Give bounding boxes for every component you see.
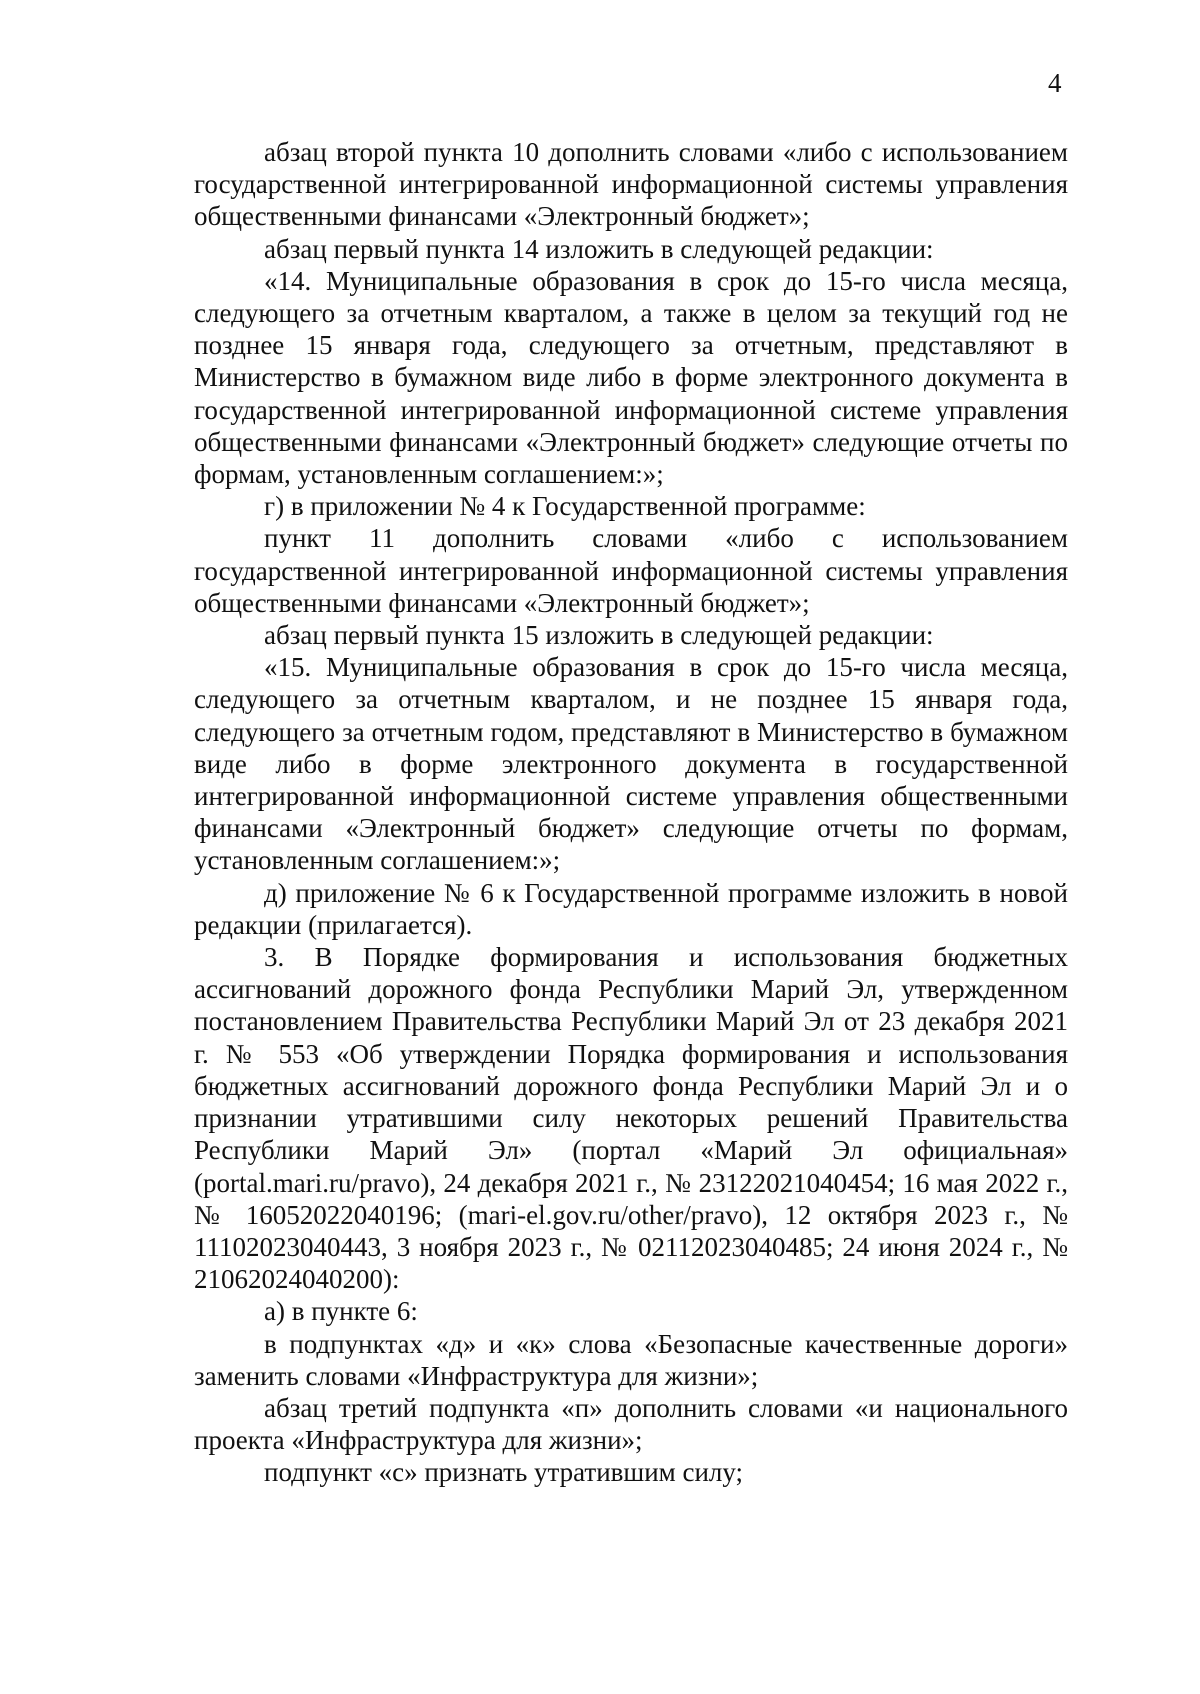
paragraph-subitem-s: подпункт «с» признать утратившим силу; [264,1457,744,1488]
paragraph-item-14-intro: абзац первый пункта 14 изложить в следующей редакции: [264,233,934,264]
paragraph-item-14-text: «14. Муниципальные образования в срок до 15-го числа месяца, следующего за отчетным кварталом, а также в целом за текущий год не позднее 15 января года, следующего за отчетным, представляют в Министерство в бумажном виде либо в форме электронного документа в государственной интегрированной информационной системе управления общественными финансами «Электронный бюджет» следующие отчеты по формам, установленным соглашением:»; [194,265,1068,490]
paragraph-subitem-p: абзац третий подпункта «п» дополнить словами «и национального проекта «Инфраструктура для жизни»; [194,1392,1068,1456]
paragraph-amend-item-11: пункт 11 дополнить словами «либо с использованием государственной интегрированной информационной системы управления общественными финансами «Электронный бюджет»; [194,523,1068,618]
paragraph-amend-item-10: абзац второй пункта 10 дополнить словами «либо с использованием государственной интегрированной информационной системы управления общественными финансами «Электронный бюджет»; [194,137,1068,232]
paragraph-subitems-d-k: в подпунктах «д» и «к» слова «Безопасные качественные дороги» заменить словами «Инфраструктура для жизни»; [194,1328,1068,1391]
paragraph-item-6-heading: а) в пункте 6: [264,1296,418,1327]
paragraph-road-fund-order: 3. В Порядке формирования и использования бюджетных ассигнований дорожного фонда Республики Марий Эл, утвержденном постановлением Правительства Республики Марий Эл от 23 декабря 2021 г. № 553 «Об утверждении Порядка формирования и использования бюджетных ассигнований дорожного фонда Республики Марий Эл и о признании утратившими силу некоторых решений Правительства Республики Марий Эл» (портал «Марий Эл официальная» (portal.mari.ru/pravo), 24 декабря 2021 г., № 23122021040454; 16 мая 2022 г., № 16052022040196; (mari-el.gov.ru/other/pravo), 12 октября 2023 г., № 11102023040443, 3 ноября 2023 г., № 02112023040485; 24 июня 2024 г., № 21062024040200): [194,942,1068,1295]
paragraph-appendix-4-heading: г) в приложении № 4 к Государственной программе: [264,491,866,522]
paragraph-item-15-text: «15. Муниципальные образования в срок до 15-го числа месяца, следующего за отчетным кварталом, и не позднее 15 января года, следующего за отчетным годом, представляют в Министерство в бумажном виде либо в форме электронного документа в государственной интегрированной информационной системе управления общественными финансами «Электронный бюджет» следующие отчеты по формам, установленным соглашением:»; [194,652,1068,876]
paragraph-appendix-6: д) приложение № 6 к Государственной программе изложить в новой редакции (прилагается). [194,877,1068,940]
paragraph-item-15-intro: абзац первый пункта 15 изложить в следующей редакции: [264,620,934,651]
document-body [194,136,1068,1489]
page-number: 4 [1048,68,1062,98]
